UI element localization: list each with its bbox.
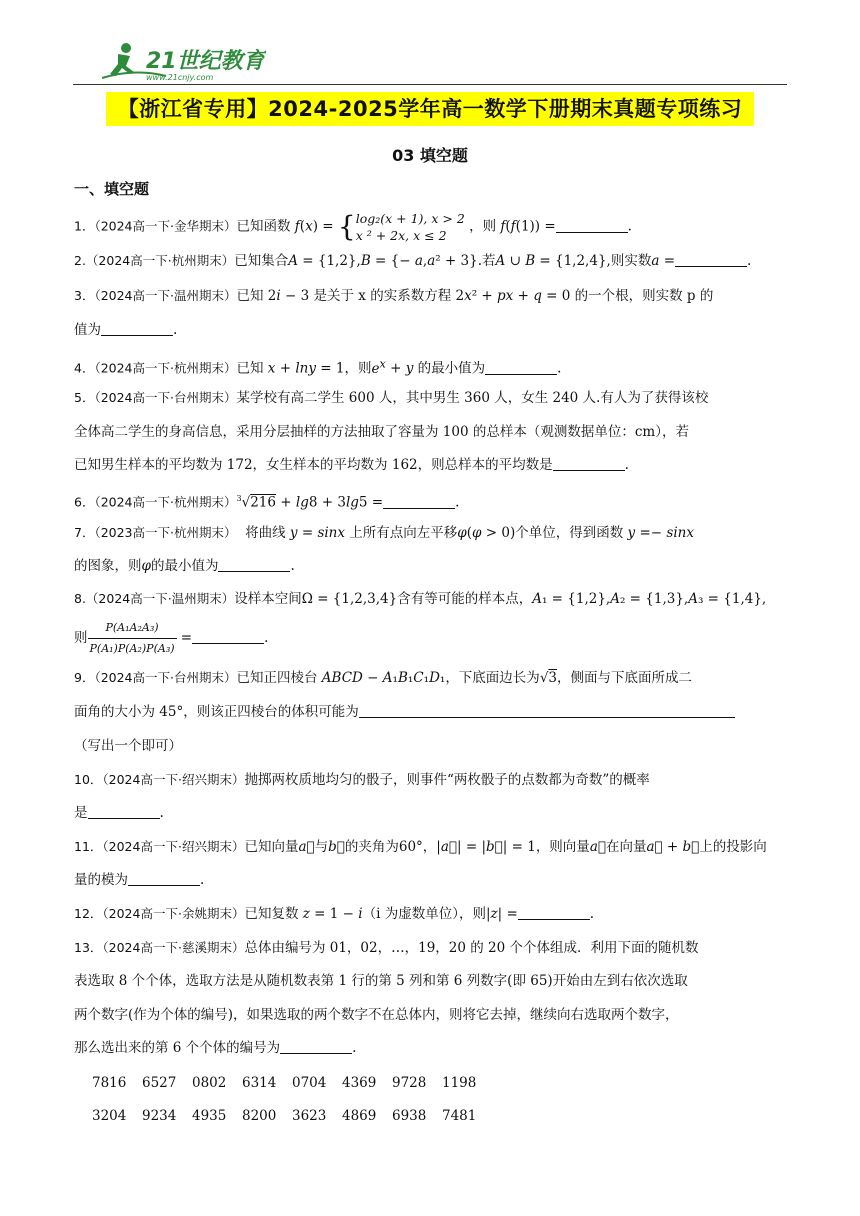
random-table-row-1: 7816 6527 0802 6314 0704 4369 9728 1198 bbox=[92, 1075, 477, 1091]
document-title: 【浙江省专用】2024-2025学年高一数学下册期末真题专项练习 bbox=[106, 92, 754, 126]
section-heading: 一、填空题 bbox=[74, 180, 150, 198]
question-13-cont2: 两个数字(作为个体的编号)，如果选取的两个数字不在总体内，则将它去掉，继续向右选取两个数字， bbox=[74, 1007, 679, 1023]
question-6: 6．（2024高一下·杭州期末）$^3$√216 + lg8 + 3lg5 = . bbox=[74, 494, 460, 511]
answer-blank[interactable] bbox=[192, 629, 264, 644]
answer-blank[interactable] bbox=[383, 494, 455, 509]
answer-blank[interactable] bbox=[553, 456, 625, 471]
answer-blank[interactable] bbox=[128, 871, 200, 886]
question-2: 2.（2024高一下·杭州期末）已知集合A = {1,2},B = {− a,a² + 3}.若A ∪ B = {1,2,4},则实数a = . bbox=[74, 253, 752, 269]
answer-blank[interactable] bbox=[556, 218, 628, 233]
question-7: 7．（2023高一下·杭州期末） 将曲线 y = sinx 上所有点向左平移φ(φ > 0)个单位，得到函数 y =− sinx bbox=[74, 525, 694, 541]
question-11-cont: 量的模为 . bbox=[74, 872, 205, 888]
question-5-cont2: 已知男生样本的平均数为 172，女生样本的平均数为 162，则总样本的平均数是 . bbox=[74, 457, 629, 473]
answer-blank[interactable] bbox=[675, 252, 747, 267]
question-9-cont: 面角的大小为 45°，则该正四棱台的体积可能为 bbox=[74, 702, 735, 722]
question-12: 12．（2024高一下·余姚期末）已知复数 z = 1 − i（i 为虚数单位），则|z| = . bbox=[74, 906, 595, 922]
question-5-cont: 全体高二学生的身高信息，采用分层抽样的方法抽取了容量为 100 的总样本（观测数据单位：cm），若 bbox=[74, 424, 689, 440]
question-7-cont: 的图象，则φ的最小值为 . bbox=[74, 558, 295, 574]
question-1: 1．（2024高一下·金华期末）已知函数 f(x) = {log₂(x + 1), x > 2 x ² + 2x, x ≤ 2 ，则 f(f(1)) = . bbox=[74, 210, 632, 243]
question-4: 4．（2024高一下·杭州期末）已知 x + lny = 1，则$e^x + y$ 的最小值为 . bbox=[74, 357, 562, 377]
question-11: 11．（2024高一下·绍兴期末）已知向量a⃗与b⃗的夹角为60°，|a⃗| = |b⃗| = 1，则向量a⃗在向量a⃗ + b⃗上的投影向 bbox=[74, 839, 767, 855]
answer-blank[interactable] bbox=[359, 703, 735, 718]
question-13-cont3: 那么选出来的第 6 个个体的编号为 . bbox=[74, 1040, 357, 1056]
question-13: 13．（2024高一下·慈溪期末）总体由编号为 01，02，…，19，20 的 20 个个体组成．利用下面的随机数 bbox=[74, 940, 699, 956]
question-9-note: （写出一个即可） bbox=[74, 738, 182, 754]
document-subtitle: 03 填空题 bbox=[392, 146, 468, 165]
question-10: 10．（2024高一下·绍兴期末）抛掷两枚质地均匀的骰子，则事件“两枚骰子的点数都为奇数”的概率 bbox=[74, 772, 650, 788]
svg-text:21世纪教育: 21世纪教育 bbox=[146, 49, 265, 74]
answer-blank[interactable] bbox=[88, 804, 160, 819]
runner-logo-icon bbox=[96, 40, 266, 84]
header-rule bbox=[73, 84, 787, 85]
svg-text:www.21cnjy.com: www.21cnjy.com bbox=[146, 73, 214, 82]
question-8-cont: 则 $\frac{\text{P(A₁A₂A₃)}}{\text{P(A₁)P(A₂)P(A₃)}}$ = . bbox=[74, 618, 268, 659]
answer-blank[interactable] bbox=[518, 905, 590, 920]
question-3: 3．（2024高一下·温州期末）已知 2i − 3 是关于 x 的实系数方程 2x² + px + q = 0 的一个根，则实数 p 的 bbox=[74, 288, 714, 304]
random-table-row-2: 3204 9234 4935 8200 3623 4869 6938 7481 bbox=[92, 1108, 477, 1124]
logo bbox=[96, 40, 266, 84]
answer-blank[interactable] bbox=[280, 1039, 352, 1054]
answer-blank[interactable] bbox=[101, 321, 173, 336]
question-3-cont: 值为 . bbox=[74, 322, 178, 338]
question-8: 8.（2024高一下·温州期末）设样本空间Ω = {1,2,3,4}含有等可能的样本点，A₁ = {1,2},A₂ = {1,3},A₃ = {1,4}, bbox=[74, 591, 767, 607]
question-10-cont: 是 . bbox=[74, 805, 164, 821]
question-9: 9．（2024高一下·台州期末）已知正四棱台 ABCD − A₁B₁C₁D₁，下底面边长为√3，侧面与下底面所成二 bbox=[74, 670, 693, 686]
answer-blank[interactable] bbox=[485, 360, 557, 375]
question-13-cont1: 表选取 8 个个体，选取方法是从随机数表第 1 行的第 5 列和第 6 列数字(即 65)开始由左到右依次选取 bbox=[74, 973, 688, 989]
question-5: 5．（2024高一下·台州期末）某学校有高二学生 600 人，其中男生 360 人，女生 240 人.有人为了获得该校 bbox=[74, 390, 709, 406]
answer-blank[interactable] bbox=[218, 557, 290, 572]
